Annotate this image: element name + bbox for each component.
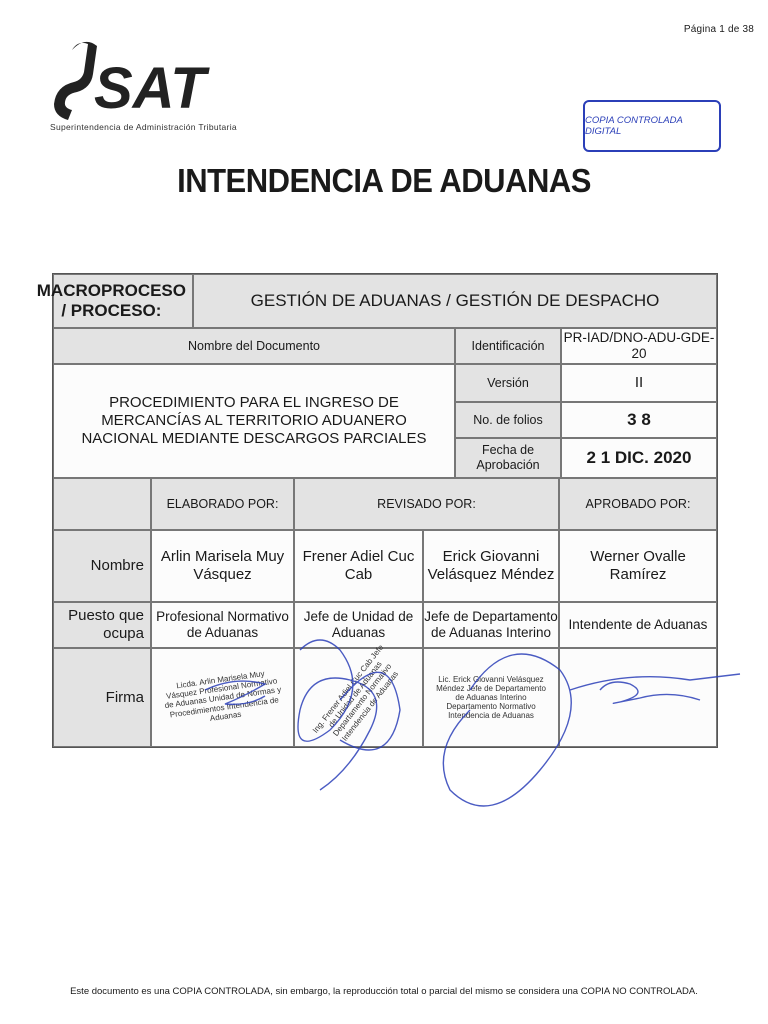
person-puesto-1: Profesional Normativo de Aduanas xyxy=(151,602,294,648)
signature-stamp-2: Ing. Frener Adiel Cuc Cab Jefe de Unidad de Aduanas Departamento Normativo Intendencia de Aduanas xyxy=(310,643,400,743)
firma-label: Firma xyxy=(53,648,151,747)
controlled-copy-stamp: COPIA CONTROLADA DIGITAL xyxy=(583,100,721,152)
folios-label: No. de folios xyxy=(455,402,561,438)
page-title: INTENDENCIA DE ADUANAS xyxy=(177,161,591,200)
person-name-3: Erick Giovanni Velásquez Méndez xyxy=(423,530,559,602)
person-name-1: Arlin Marisela Muy Vásquez xyxy=(151,530,294,602)
document-info-table xyxy=(36,273,718,748)
signature-cell-1 xyxy=(151,648,294,747)
revisado-label: REVISADO POR: xyxy=(294,478,559,530)
page-number: Página 1 de 38 xyxy=(683,24,754,35)
version-value: II xyxy=(561,364,717,402)
person-name-2: Frener Adiel Cuc Cab xyxy=(294,530,423,602)
nombre-label: Nombre xyxy=(53,530,151,602)
fecha-value: 2 1 DIC. 2020 xyxy=(561,438,717,478)
signature-cell-4 xyxy=(559,648,717,747)
id-label: Identificación xyxy=(455,328,561,364)
person-puesto-3: Jefe de Departamento de Aduanas Interino xyxy=(423,602,559,648)
fecha-label: Fecha de Aprobación xyxy=(455,438,561,478)
logo-brand: SAT xyxy=(94,56,206,121)
signature-stamp-1: Licda. Arlin Marisela Muy Vásquez Profesional Normativo de Aduanas Unidad de Normas y Procedimientos Intendencia de Aduanas xyxy=(163,668,282,723)
logo-subtitle: Superintendencia de Administración Tributaria xyxy=(50,122,237,132)
person-puesto-2: Jefe de Unidad de Aduanas xyxy=(294,602,423,648)
macroproceso-label: MACROPROCESO / PROCESO: xyxy=(53,274,193,328)
macroproceso-value: GESTIÓN DE ADUANAS / GESTIÓN DE DESPACHO xyxy=(193,274,717,328)
elaborado-label: ELABORADO POR: xyxy=(151,478,294,530)
doc-name-label: Nombre del Documento xyxy=(53,328,455,364)
blank-header xyxy=(53,478,151,530)
person-puesto-4: Intendente de Aduanas xyxy=(559,602,717,648)
person-name-4: Werner Ovalle Ramírez xyxy=(559,530,717,602)
aprobado-label: APROBADO POR: xyxy=(559,478,717,530)
version-label: Versión xyxy=(455,364,561,402)
signature-cell-3 xyxy=(423,648,559,747)
signature-stamp-3: Lic. Erick Giovanni Velásquez Méndez Jefe de Departamento de Aduanas Interino Departamento Normativo Intendencia de Aduanas xyxy=(436,674,546,721)
folios-value: 3 8 xyxy=(561,402,717,438)
footer-notice: Este documento es una COPIA CONTROLADA, sin embargo, la reproducción total o parcial del mismo se considera una COPIA NO CONTROLADA. xyxy=(70,986,698,997)
doc-name: PROCEDIMIENTO PARA EL INGRESO DE MERCANCÍAS AL TERRITORIO ADUANERO NACIONAL MEDIANTE DESCARGOS PARCIALES xyxy=(53,364,455,478)
puesto-label: Puesto que ocupa xyxy=(53,602,151,648)
signature-cell-2 xyxy=(294,643,423,747)
id-value: PR-IAD/DNO-ADU-GDE-20 xyxy=(561,328,717,364)
